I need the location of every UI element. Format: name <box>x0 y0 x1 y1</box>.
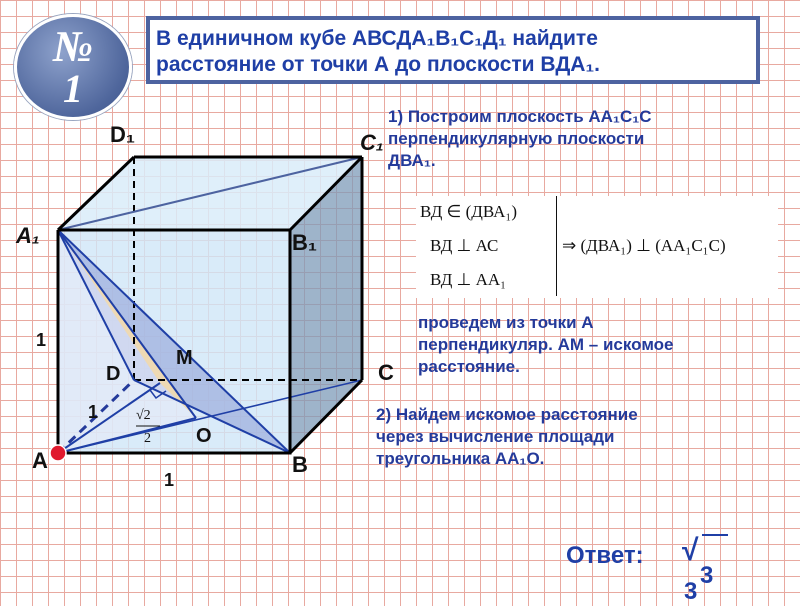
step2-line-2: через вычисление площади <box>376 427 615 446</box>
step2-text <box>376 404 638 470</box>
answer-value <box>678 532 734 605</box>
label-b: B <box>292 452 308 477</box>
answer-numerator: 3 <box>700 562 714 589</box>
label-c1: C₁ <box>360 130 384 155</box>
label-edge-depth: 1 <box>88 402 99 422</box>
point-a-marker <box>50 445 66 461</box>
label-edge-vertical: 1 <box>36 330 47 350</box>
answer-denominator: 3 <box>684 578 698 605</box>
label-a: A <box>32 448 48 473</box>
step1-line-3: ДВА₁. <box>388 151 436 170</box>
note-line-1: проведем из точки А <box>418 313 594 332</box>
label-o: O <box>196 425 212 447</box>
label-a1: A₁ <box>16 223 40 248</box>
step2-line-1: 2) Найдем искомое расстояние <box>376 405 638 424</box>
label-b1: B₁ <box>292 230 317 255</box>
problem-line-1: В единичном кубе АВСДА₁В₁С₁Д₁ найдите <box>156 27 598 50</box>
perpendicularity-proof <box>416 196 778 298</box>
badge-number: 1 <box>63 66 83 111</box>
label-d: D <box>106 363 121 385</box>
proof-row-2: ВД ⊥ АС <box>430 236 499 255</box>
answer-radical-bar <box>702 534 728 536</box>
problem-line-2: расстояние от точки А до плоскости ВДА₁. <box>156 53 600 76</box>
step1-note <box>418 312 674 378</box>
label-edge-bottom: 1 <box>164 470 175 490</box>
label-d1: D₁ <box>110 122 135 147</box>
proof-row-1: ВД ∈ (ДВА₁) <box>420 202 517 221</box>
note-line-2: перпендикуляр. АМ – искомое <box>418 335 674 354</box>
proof-implication: ⇒ (ДВА₁) ⊥ (АА₁С₁С) <box>562 236 726 255</box>
answer-label: Ответ: <box>566 542 644 569</box>
step2-line-3: треугольника АА₁О. <box>376 449 545 468</box>
proof-row-3: ВД ⊥ АА₁ <box>430 270 507 289</box>
badge-symbol: № <box>52 22 94 71</box>
step1-line-2: перпендикулярную плоскости <box>388 129 645 148</box>
label-m: M <box>176 347 193 369</box>
proof-brace <box>546 196 557 296</box>
answer-sqrt-sign: √ <box>682 534 699 567</box>
step1-text <box>388 106 652 172</box>
label-half-diag-radical: √2 <box>136 408 151 423</box>
label-c: C <box>378 360 394 385</box>
label-half-diag-denominator: 2 <box>144 431 151 446</box>
step1-line-1: 1) Построим плоскость АА₁С₁С <box>388 107 652 126</box>
note-line-3: расстояние. <box>418 357 520 376</box>
